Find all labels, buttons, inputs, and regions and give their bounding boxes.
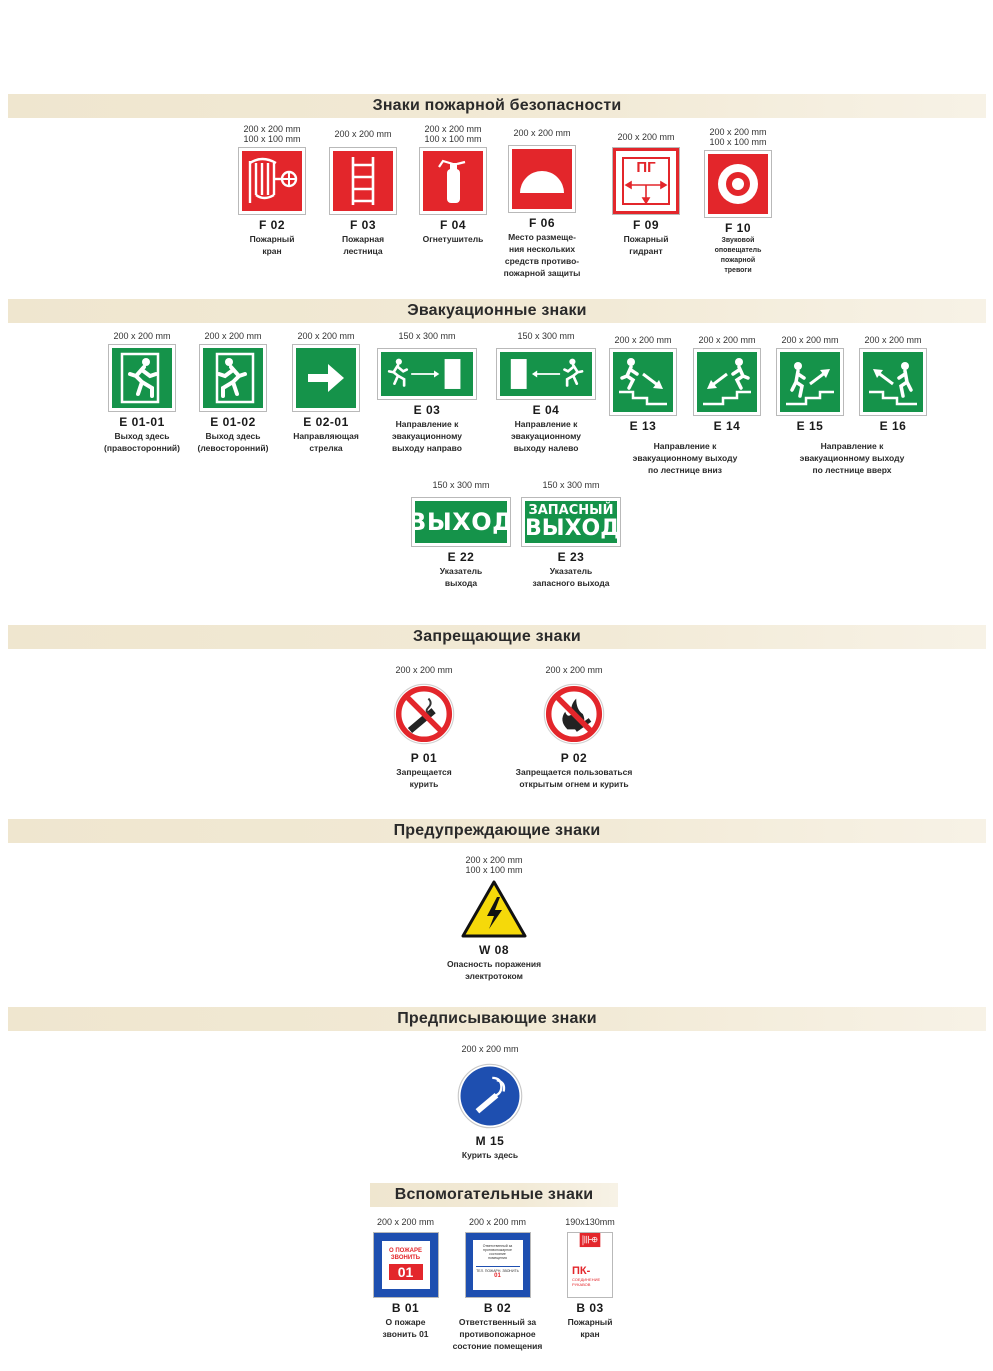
sign-code: P 02: [560, 751, 588, 765]
sign-card-w08: [434, 855, 554, 981]
running-man-door-icon: [112, 348, 172, 408]
caption-line: по лестнице вверх: [812, 465, 892, 475]
panel-divider: [476, 1266, 520, 1267]
caption-line: Пожарный: [249, 234, 295, 244]
section-title: Вспомогательные знаки: [394, 1186, 594, 1203]
caption-line: Направление к: [395, 419, 459, 429]
high-voltage-icon: [460, 879, 528, 939]
emergency-text: ЗАПАСНЫЙ: [528, 503, 614, 518]
caption-line: пожарной: [720, 257, 756, 264]
sign-card-e04: [496, 331, 596, 453]
sign-card-b01: [358, 1217, 453, 1339]
emergency-exit-text-sign: [522, 498, 620, 546]
sign-card-f06: [500, 124, 584, 278]
section-title: Предписывающие знаки: [397, 1010, 597, 1027]
caption-line: оповещатель: [714, 247, 762, 254]
size-label: 200 x 200 mm: [334, 129, 392, 139]
sign-code: E 22: [447, 550, 475, 564]
fire-hose-sign: [239, 148, 305, 214]
stairs-up-right-sign: [777, 349, 843, 415]
sign-code: W 08: [478, 943, 509, 957]
caption-line: лестница: [343, 246, 383, 256]
sign-card-e16: [853, 335, 933, 433]
caption-line: эвакуационному: [510, 431, 582, 441]
sign-code: E 02-01: [303, 415, 349, 429]
running-man-door-icon: [203, 348, 263, 408]
caption-line: Место размеще-: [508, 232, 576, 242]
caption-line: Пожарный: [623, 234, 669, 244]
sign-card-e01-02: [191, 331, 275, 453]
cigarette-icon: [456, 1062, 524, 1130]
sign-code: F 03: [349, 218, 376, 232]
size-label: 200 x 200 mm: [864, 335, 922, 345]
caption-line: Запрещается: [396, 767, 452, 777]
fire-extinguisher-icon: [423, 151, 483, 211]
caption-line: Направление к: [653, 441, 717, 451]
exit-direction-right-sign: [378, 349, 476, 399]
size-label: 200 x 200 mm: [113, 331, 171, 341]
extinguisher-sign: [420, 148, 486, 214]
stairs-down-icon: [613, 352, 673, 412]
fire-ladder-sign: [330, 148, 396, 214]
caption-line: ния нескольких: [508, 244, 576, 254]
exit-text-sign: [408, 498, 514, 546]
sign-card-f04: [412, 124, 494, 244]
exit-text: ВЫХОД: [408, 508, 514, 536]
caption-line: выхода: [444, 578, 478, 588]
sign-card-e14: [687, 335, 767, 433]
stairs-up-icon: [780, 352, 840, 412]
section-header-mand: [8, 1007, 986, 1031]
sign-code: E 03: [413, 403, 441, 417]
size-label: 200 x 200 mm: [709, 127, 767, 137]
caption-line: тревоги: [724, 267, 752, 274]
caption-line: (правосторонний): [104, 443, 180, 453]
caption-line: курить: [409, 779, 439, 789]
size-label: 200 x 200 mm: [465, 855, 523, 865]
sign-code: E 01-02: [210, 415, 256, 429]
stairs-down-right-sign: [610, 349, 676, 415]
caption-line: Запрещается пользоваться: [515, 767, 633, 777]
panel-text: состояние: [489, 1252, 506, 1256]
sign-card-f09: [604, 124, 688, 256]
stairs-up-left-sign: [860, 349, 926, 415]
section-header-warn: [8, 819, 986, 843]
sign-code: E 04: [532, 403, 560, 417]
size-label: 200 x 200 mm: [376, 1217, 435, 1227]
sign-code: F 09: [632, 218, 659, 232]
size-label: 100 x 100 mm: [709, 137, 767, 147]
caption-line: звонить 01: [382, 1329, 429, 1339]
no-open-fire-sign: [541, 681, 607, 747]
sounder-icon: [708, 154, 768, 214]
size-label: 200 x 200 mm: [243, 124, 301, 134]
size-label: 190x130mm: [565, 1217, 615, 1227]
sign-card-e03: [377, 331, 477, 453]
sign-code: F 04: [439, 218, 466, 232]
sign-card-f03: [322, 124, 404, 256]
caption-line: эвакуационному выходу: [632, 453, 738, 463]
sign-code: B 02: [483, 1301, 512, 1315]
section-header-fire: [8, 94, 986, 118]
size-label: 200 x 200 mm: [461, 1044, 519, 1054]
fire-call-sign: [374, 1233, 438, 1297]
sign-card-e22: [408, 480, 514, 588]
hydrant-arrows-icon: [616, 151, 676, 211]
caption-line: выходу направо: [392, 443, 462, 453]
caption-line: Выход здесь: [205, 431, 261, 441]
stairs-down-caption: [605, 439, 765, 475]
caption-line: Звуковой: [721, 237, 755, 244]
size-label: 150 x 300 mm: [432, 480, 490, 490]
emergency-number: 01: [494, 1273, 501, 1279]
caption-line: Курить здесь: [461, 1150, 519, 1160]
caption-line: выходу налево: [513, 443, 579, 453]
caption-line: кран: [580, 1329, 600, 1339]
caption-line: запасного выхода: [532, 578, 610, 588]
size-label: 200 x 200 mm: [513, 128, 571, 138]
stairs-down-icon: [697, 352, 757, 412]
hose-point-text: [568, 1265, 612, 1287]
direction-arrow-sign: [293, 345, 359, 411]
caption-line: эвакуационному: [391, 431, 463, 441]
size-label: 200 x 200 mm: [614, 335, 672, 345]
sign-card-e02-01: [284, 331, 368, 453]
electric-hazard-sign: [460, 879, 528, 939]
section-header-evac: [8, 299, 986, 323]
caption-line: состоние помещения: [452, 1341, 543, 1351]
ladder-icon: [333, 151, 393, 211]
sign-card-f10: [696, 127, 780, 275]
hydrant-sign: [613, 148, 679, 214]
exit-right-sign: [109, 345, 175, 411]
panel-text: СОЕДИНЕНИЕ: [572, 1277, 601, 1282]
stairs-up-caption: [772, 439, 932, 475]
sign-card-b03: [548, 1217, 632, 1339]
size-label: 150 x 300 mm: [398, 331, 456, 341]
sign-code: B 01: [391, 1301, 420, 1315]
sign-code: E 23: [557, 550, 585, 564]
caption-line: Направление к: [820, 441, 884, 451]
size-label: 200 x 200 mm: [204, 331, 262, 341]
caption-line: Указатель: [439, 566, 483, 576]
hose-point-label: ПК-: [572, 1265, 591, 1277]
sign-code: E 16: [879, 419, 907, 433]
fire-hose-point-sign: [568, 1233, 612, 1297]
section-title: Знаки пожарной безопасности: [372, 97, 622, 114]
size-label: 200 x 200 mm: [297, 331, 355, 341]
emergency-number: 01: [389, 1264, 423, 1280]
section-title: Запрещающие знаки: [413, 628, 581, 645]
sign-code: E 13: [629, 419, 657, 433]
caption-line: стрелка: [309, 443, 343, 453]
sign-card-e23: [521, 480, 621, 588]
panel-text: ТЕЛ. ПОЖАРН. ЗВОНИТЬ: [476, 1269, 519, 1273]
panel-text: Ответственный за: [482, 1244, 513, 1248]
run-to-exit-right-icon: [381, 352, 473, 396]
size-label: 100 x 100 mm: [243, 134, 301, 144]
sign-code: M 15: [475, 1134, 505, 1148]
no-smoking-icon: [391, 681, 457, 747]
fire-call-panel: [382, 1241, 430, 1289]
sign-card-e01-01: [100, 331, 184, 453]
no-open-flame-icon: [541, 681, 607, 747]
fire-hose-icon: [242, 151, 302, 211]
size-label: 200 x 200 mm: [424, 124, 482, 134]
caption-line: гидрант: [629, 246, 663, 256]
caption-line: Направление к: [514, 419, 578, 429]
caption-line: средств противо-: [504, 256, 580, 266]
arrow-right-icon: [296, 348, 356, 408]
sign-card-e15: [770, 335, 850, 433]
sign-card-p01: [374, 665, 474, 789]
section-title: Эвакуационные знаки: [407, 302, 587, 319]
sign-code: F 10: [724, 221, 751, 235]
sign-code: B 03: [576, 1301, 604, 1315]
section-header-prohib: [8, 625, 986, 649]
size-label: 200 x 200 mm: [468, 1217, 527, 1227]
size-label: 150 x 300 mm: [542, 480, 600, 490]
sign-card-b02: [440, 1217, 555, 1351]
fire-hose-icon: [568, 1233, 612, 1263]
smoking-area-sign: [456, 1062, 524, 1130]
sign-card-p02: [500, 665, 648, 789]
fire-equipment-point-sign: [509, 146, 575, 212]
run-to-exit-left-icon: [500, 352, 592, 396]
sign-code: F 06: [528, 216, 555, 230]
sign-card-f02: [231, 124, 313, 256]
responsible-panel: [473, 1240, 523, 1290]
caption-line: кран: [262, 246, 282, 256]
exit-direction-left-sign: [497, 349, 595, 399]
sign-code: F 02: [258, 218, 285, 232]
size-label: 100 x 100 mm: [465, 865, 523, 875]
sign-code: E 15: [796, 419, 824, 433]
caption-line: Направляющая: [293, 431, 359, 441]
stairs-down-left-sign: [694, 349, 760, 415]
half-circle-icon: [512, 149, 572, 209]
caption-line: пожарной защиты: [503, 268, 581, 278]
sign-code: E 01-01: [119, 415, 165, 429]
caption-line: противопожарное: [459, 1329, 536, 1339]
caption-line: Пожарный: [567, 1317, 613, 1327]
sign-code: P 01: [410, 751, 438, 765]
alarm-sounder-sign: [705, 151, 771, 217]
caption-line: по лестнице вниз: [648, 465, 722, 475]
size-label: 200 x 200 mm: [545, 665, 603, 675]
sign-code: E 14: [713, 419, 741, 433]
caption-line: эвакуационному выходу: [799, 453, 905, 463]
size-label: 200 x 200 mm: [617, 132, 675, 142]
size-label: 200 x 200 mm: [395, 665, 453, 675]
sign-card-m15: [440, 1044, 540, 1160]
no-smoking-sign: [391, 681, 457, 747]
responsible-person-sign: [466, 1233, 530, 1297]
caption-line: открытым огнем и курить: [519, 779, 629, 789]
hydrant-label: ПГ: [636, 159, 656, 176]
stairs-up-icon: [863, 352, 923, 412]
caption-line: электротоком: [465, 971, 523, 981]
panel-text: помещения: [488, 1256, 507, 1260]
caption-line: Пожарная: [341, 234, 385, 244]
caption-line: Ответственный за: [458, 1317, 537, 1327]
size-label: 150 x 300 mm: [517, 331, 575, 341]
caption-line: Выход здесь: [114, 431, 170, 441]
size-label: 200 x 200 mm: [698, 335, 756, 345]
size-label: 100 x 100 mm: [424, 134, 482, 144]
caption-line: (левосторонний): [197, 443, 269, 453]
caption-line: Опасность поражения: [446, 959, 542, 969]
section-title: Предупреждающие знаки: [393, 822, 601, 839]
exit-text: ВЫХОД: [525, 516, 620, 541]
size-label: 200 x 200 mm: [781, 335, 839, 345]
section-header-aux: [370, 1183, 618, 1207]
sign-card-e13: [603, 335, 683, 433]
panel-text: ЗВОНИТЬ: [390, 1255, 421, 1261]
caption-line: Огнетушитель: [422, 234, 484, 244]
panel-text: противопожарное: [483, 1248, 512, 1252]
exit-left-sign: [200, 345, 266, 411]
panel-text: РУКАВОВ: [572, 1282, 591, 1287]
caption-line: О пожаре: [385, 1317, 426, 1327]
caption-line: Указатель: [549, 566, 593, 576]
panel-text: О ПОЖАРЕ: [389, 1248, 422, 1254]
